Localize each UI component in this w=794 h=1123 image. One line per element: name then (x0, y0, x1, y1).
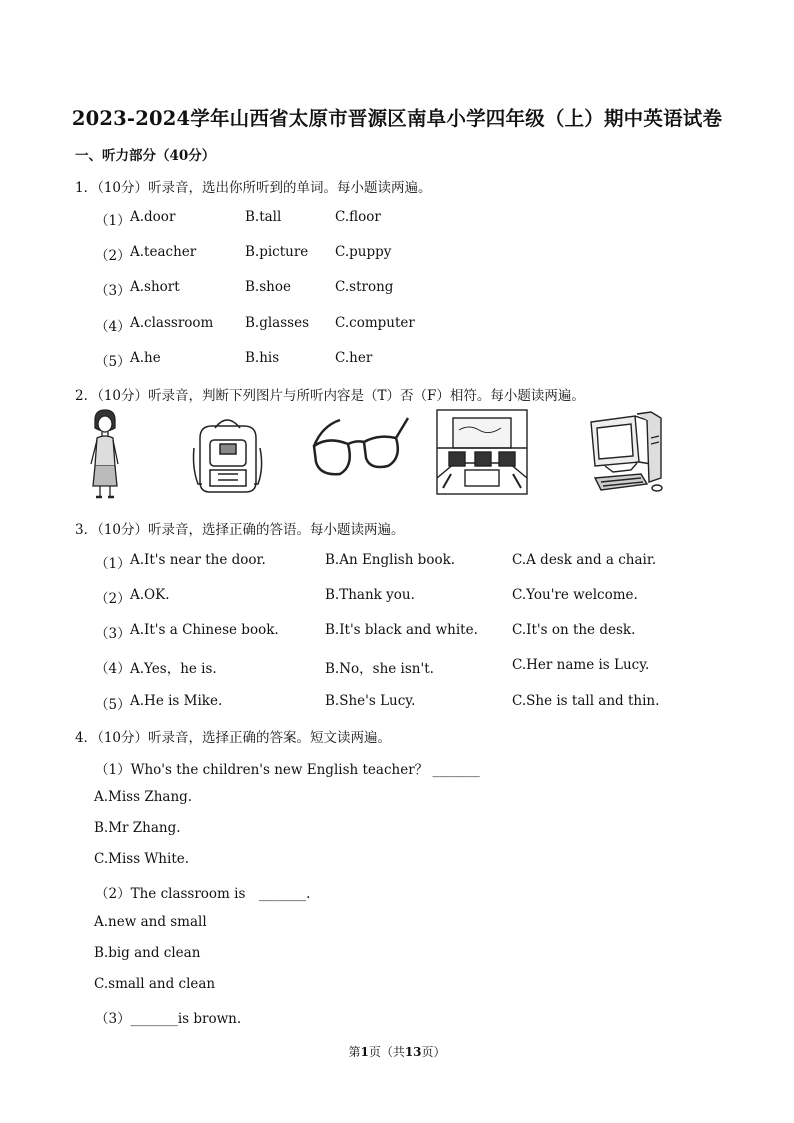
q3-option-c: C.You're welcome. (512, 587, 638, 603)
q1-row-num: （5） (95, 354, 131, 370)
q1-option-c: C.her (335, 350, 373, 366)
q1-row-num: （4） (95, 319, 131, 335)
q3-option-b: B.It's black and white. (325, 622, 478, 638)
q4-sub2-option-c: C.small and clean (94, 976, 216, 992)
q3-option-b: B.Thank you. (325, 587, 415, 603)
question-2-stem: 2．（10分）听录音，判断下列图片与所听内容是（T）否（F）相符。每小题读两遍。 (75, 388, 585, 404)
q1-option-b: B.picture (245, 244, 309, 260)
q4-sub1-option-c: C.Miss White. (94, 851, 190, 867)
q1-option-c: C.computer (335, 315, 415, 331)
question-4-stem: 4．（10分）听录音，选择正确的答案。短文读两遍。 (75, 730, 392, 746)
q1-option-a: A.classroom (130, 315, 214, 331)
classroom-image (435, 408, 530, 498)
q4-sub2-option-a: A.new and small (94, 914, 207, 930)
question-3-stem: 3．（10分）听录音，选择正确的答语。每小题读两遍。 (75, 522, 405, 538)
page-footer (0, 1043, 794, 1060)
q4-sub2-question: （2）The classroom is _______. (95, 886, 311, 902)
q3-row-num: （5） (95, 697, 131, 713)
q4-sub3-question: （3）_______is brown. (95, 1011, 242, 1027)
q1-option-a: A.he (130, 350, 161, 366)
q3-option-a: A.It's a Chinese book. (130, 622, 279, 638)
q3-option-a: A.OK. (130, 587, 170, 603)
q1-row-num: （3） (95, 283, 131, 299)
q1-option-c: C.strong (335, 279, 394, 295)
exam-title: 2023-2024学年山西省太原市晋源区南阜小学四年级（上）期中英语试卷 (71, 107, 723, 130)
q1-option-b: B.shoe (245, 279, 291, 295)
q1-option-b: B.tall (245, 209, 282, 225)
q1-option-b: B.his (245, 350, 280, 366)
q1-option-a: A.door (130, 209, 176, 225)
q3-option-c: C.A desk and a chair. (512, 552, 657, 568)
schoolbag-image (190, 408, 265, 498)
q3-option-c: C.Her name is Lucy. (512, 657, 650, 673)
q3-option-a: A.It's near the door. (130, 552, 266, 568)
question-2-pictures (85, 408, 685, 503)
footer-page-number: 1 (360, 1045, 369, 1059)
q4-sub1-option-a: A.Miss Zhang. (94, 789, 193, 805)
footer-prefix: 第 (348, 1045, 361, 1059)
q3-option-c: C.It's on the desk. (512, 622, 636, 638)
question-1-stem: 1．（10分）听录音，选出你所听到的单词。每小题读两遍。 (75, 180, 432, 196)
footer-mid: 页（共 (368, 1045, 405, 1059)
q3-option-b: B.She's Lucy. (325, 693, 416, 709)
q3-row-num: （4） (95, 661, 131, 677)
q3-option-b: B.An English book. (325, 552, 456, 568)
q1-row-num: （1） (95, 213, 131, 229)
footer-total-pages: 13 (404, 1045, 422, 1059)
footer-suffix: 页） (421, 1045, 446, 1059)
q1-option-c: C.floor (335, 209, 381, 225)
q1-option-c: C.puppy (335, 244, 392, 260)
q4-sub2-option-b: B.big and clean (94, 945, 201, 961)
q4-sub1-question: （1）Who's the children's new English teacher？ _______ (95, 762, 480, 778)
q3-option-c: C.She is tall and thin. (512, 693, 660, 709)
q1-option-a: A.teacher (130, 244, 197, 260)
q1-option-b: B.glasses (245, 315, 309, 331)
q3-row-num: （2） (95, 591, 131, 607)
girl-figure-image (85, 408, 125, 503)
section-listening-heading: 一、听力部分（40分） (75, 148, 216, 164)
q3-option-a: A.Yes，he is. (130, 661, 217, 677)
q3-option-b: B.No，she isn't. (325, 661, 434, 677)
glasses-image (310, 408, 410, 488)
q1-option-a: A.short (130, 279, 180, 295)
q3-row-num: （1） (95, 556, 131, 572)
q4-sub1-option-b: B.Mr Zhang. (94, 820, 181, 836)
q3-option-a: A.He is Mike. (130, 693, 223, 709)
q1-row-num: （2） (95, 248, 131, 264)
computer-image (585, 408, 675, 498)
q3-row-num: （3） (95, 626, 131, 642)
